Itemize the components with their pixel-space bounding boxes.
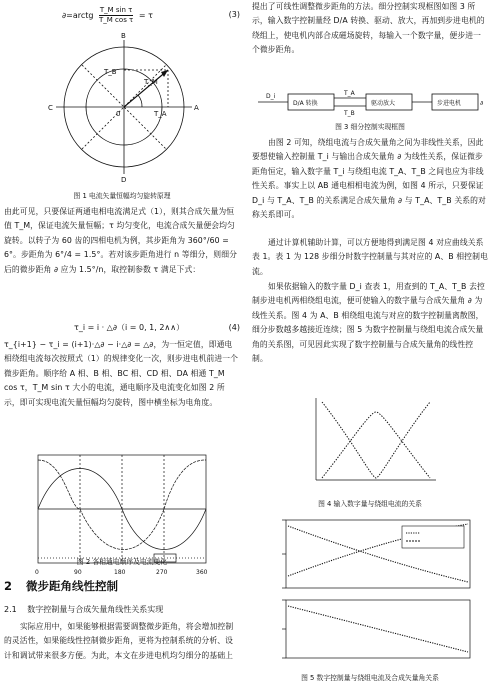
fig3-label-tb: T_B xyxy=(344,110,355,117)
eq3-lhs: ∂=arctg xyxy=(62,11,94,20)
fig1-label-a: A xyxy=(194,104,199,112)
left-paragraph-2: τ_{i+1} − τ_i = (i+1)·△∂ − i·△∂ = △∂，为一恒定值，即通电相绕组电流每次按照式（1）的规律变化一次，则步进电机前进一个微步距角。顺序给 A 相、B 相、BC 相、CD 相、DA 相通 T_M cos τ，T_M sin τ 大小的电流，通电顺序及电流变化如图 2 所示，即可实现电流矢量恒幅均匀旋转，图中横坐标为电角度。 xyxy=(4,340,239,407)
fig1-label-ta: T_A xyxy=(154,110,167,118)
fig3-block-da-label: D/A 转换 xyxy=(293,100,318,107)
fig1-label-origin: 0 xyxy=(116,110,121,118)
fig2-curve-b3 xyxy=(164,460,206,509)
fig3-block-motor-label: 步进电机 xyxy=(437,100,462,107)
fig3-block-driver-label: 驱动放大 xyxy=(371,100,396,107)
section-2-heading xyxy=(4,578,118,594)
eq3-den: T_M cos τ xyxy=(99,16,134,24)
fig5-plots xyxy=(252,516,488,664)
fig1-label-c: C xyxy=(48,104,53,112)
eq3-rhs: = τ xyxy=(138,11,153,20)
eq3-num: T_M sin τ xyxy=(99,6,133,14)
fig2-tick-0: 0 xyxy=(35,569,39,576)
eq3-fraction xyxy=(99,6,133,25)
fig3-label-di: D_i xyxy=(266,93,276,100)
fig1-label-b: B xyxy=(121,32,126,40)
eq3-number: (3) xyxy=(228,10,240,19)
eq4-number: (4) xyxy=(228,323,240,332)
right-paragraph-3: 如果依据输入的数字量 D_i 查表 1，用查到的 T_A、T_B 去控制步进电机两相绕组电流，便可使输入的数字量与合成矢量角 ∂ 为线性关系。图 4 为 A、B 相绕组电流与对应的数字控制量离散图，细分步数越多越接近连续；图 5 为数字控制量与绕组电流合成矢量角的关系图，可见因此实现了数字控制量与合成矢量角的线性控制。 xyxy=(252,282,485,364)
right-paragraph-1: 由图 2 可知，绕组电流与合成矢量角之间为非线性关系，因此要想使输入控制量 T_i 与输出合成矢量角 ∂ 为线性关系，保证微步距角恒定，输入数字量 T_i 与绕组电流 T_A、T_B 之间也应为非线性关系。事实上以 AB 通电相相电流为例，如图 4 所示，只要保证 D_i 与 T_A、T_B 的关系满足合成矢量角 ∂ 与 T_A、T_B 关系的对称关系即可。 xyxy=(252,138,486,220)
fig1-arrowhead xyxy=(161,70,168,77)
fig1-caption: 图 1 电流矢量恒幅均匀旋转原理 xyxy=(73,192,171,200)
fig5-bottom-line xyxy=(288,606,468,652)
section-2-number: 2 xyxy=(4,579,13,593)
fig2-tick-180: 180 xyxy=(114,569,126,576)
fig1-label-d: D xyxy=(121,176,127,184)
fig1-label-tb: T_B xyxy=(104,68,117,76)
fig5-bottom-frame xyxy=(286,600,470,658)
fig2-tick-270: 270 xyxy=(156,569,168,576)
right-top-paragraph: 提出了可线性调整微步距角的方法。细分控制实现框图如图 3 所示，输入数字控制量经 D/A 转换、驱动、放大，再加到步进电机的绕组上，使电机内部合成磁场旋转，每输入一个数字量，便步进一个微步距角。 xyxy=(252,2,485,55)
section-21-heading xyxy=(4,604,163,615)
fig1-label-tm: T_M xyxy=(144,78,158,86)
eq4-body: τ_i = i · △∂（i = 0, 1, 2∧∧） xyxy=(74,323,185,332)
fig2-curve-b1 xyxy=(38,460,80,509)
fig3-block-diagram xyxy=(252,84,488,120)
equation-3 xyxy=(62,6,240,25)
fig1-angle-arc xyxy=(138,95,142,107)
equation-4 xyxy=(74,322,240,334)
fig2-tick-90: 90 xyxy=(74,569,82,576)
fig3-label-ta: T_A xyxy=(344,90,355,97)
right-paragraph-2: 通过计算机辅助计算，可以方便地得到满足图 4 对应曲线关系表 1。表 1 为 128 步细分时数字控制量与其对应的 A、B 相控制电流。 xyxy=(252,238,488,276)
fig3-label-angle: ∂ xyxy=(480,100,484,107)
fig4-curve-v xyxy=(322,402,430,478)
fig2-caption: 图 2 各相通电顺序及电流变化 xyxy=(76,558,168,566)
section-21-number: 2.1 xyxy=(4,605,17,614)
fig4-current-relation xyxy=(252,390,488,490)
fig5-caption: 图 5 数字控制量与绕组电流及合成矢量角关系 xyxy=(301,674,439,682)
fig3-caption: 图 3 细分控制实现框图 xyxy=(335,123,405,131)
fig4-curve-arch xyxy=(322,412,430,478)
left-bottom-paragraph: 实际应用中，如果能够根据需要调整微步距角，将会增加控制的灵活性，如果能线性控制微步距角，更将为控制系统的分析、设计和调试带来很多方便。为此，本文在步进电机均匀细分的基础上 xyxy=(4,622,234,660)
fig5-legend-box xyxy=(402,526,464,548)
section-21-title: 数字控制量与合成矢量角线性关系实现 xyxy=(27,605,164,614)
section-2-title: 微步距角线性控制 xyxy=(26,579,119,593)
fig2-tick-360: 360 xyxy=(196,569,208,576)
fig4-caption: 图 4 输入数字量与绕组电流的关系 xyxy=(318,500,422,508)
left-paragraph-1: 由此可见，只要保证两通电相电流满足式（1），则其合成矢量为恒值 T_M，保证电流矢量恒幅；τ 均匀变化，电流合成矢量便会均匀旋转。以转子为 60 齿的四相电机为例，其步距角为 360°/60 = 6°。步距角为 6°/4 = 1.5°。若对该步距角进行 n 等细分，则细分后的微步距角 ∂ 应为 1.5°/n，取控制参数 τ 满足下式： xyxy=(4,207,238,274)
fig1-circle-diagram xyxy=(4,32,240,182)
